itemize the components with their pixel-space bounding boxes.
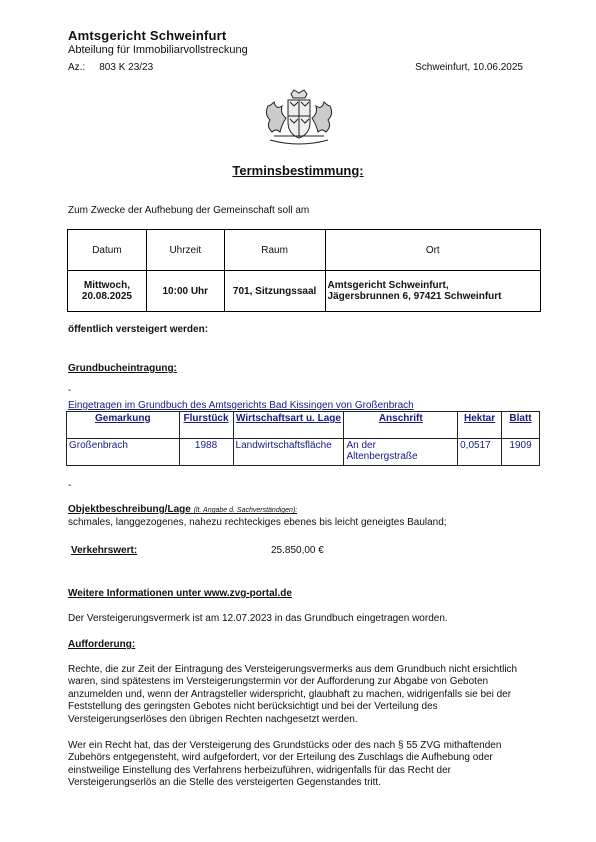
header-blatt: Blatt (502, 412, 540, 439)
property-table (66, 411, 540, 466)
place-date: Schweinfurt, 10.06.2025 (415, 62, 523, 73)
verkehrswert-label: Verkehrswert: (71, 545, 138, 556)
court-name: Amtsgericht Schweinfurt (68, 28, 227, 43)
header-datum: Datum (68, 230, 147, 271)
objekt-note: (lt. Angabe d. Sachverständigen): (193, 507, 298, 514)
grundbuch-entry: Eingetragen im Grundbuch des Amtsgerichts Bad Kissingen von Großenbrach (68, 400, 414, 411)
appointment-date (68, 271, 147, 312)
cell-anschrift (344, 439, 458, 466)
objekt-description: schmales, langgezogenes, nahezu rechteckiges ebenes bis leicht geneigtes Bauland; (68, 517, 447, 528)
file-number (68, 62, 153, 73)
header-anschrift: Anschrift (344, 412, 458, 439)
place-address: Jägersbrunnen 6, 97421 Schweinfurt (327, 291, 502, 302)
cell-blatt: 1909 (502, 439, 540, 466)
objekt-heading-text: Objektbeschreibung/Lage (68, 504, 191, 515)
appointment-value-row (68, 271, 541, 312)
aufforderung-paragraph-1: Rechte, die zur Zeit der Eintragung des Versteigerungsvermerks aus dem Grundbuch nicht ersichtlich waren, sind spätestens im Versteigerungstermin vor der Aufforderung zur Abgabe von Geboten anzumelden und, wenn der Antragsteller widerspricht, glaubhaft zu machen, widrigenfalls sie bei der Feststellung des geringsten Gebotes nicht berücksichtigt und bei der Verteilung des Versteigerungserlöses den übrigen Rechten nachgesetzt werden. (68, 664, 518, 725)
auction-statement: öffentlich versteigert werden: (68, 324, 209, 335)
verkehrswert-value: 25.850,00 € (271, 545, 324, 556)
cell-hektar: 0,0517 (458, 439, 502, 466)
file-number-label: Az.: (68, 62, 86, 73)
anschrift-line1: An der (346, 440, 376, 451)
header-gemarkung: Gemarkung (67, 412, 180, 439)
header-wirtschaftsart: Wirtschaftsart u. Lage (233, 412, 344, 439)
date-weekday: Mittwoch, (83, 280, 130, 291)
date-value: 20.08.2025 (81, 291, 132, 302)
cell-flurstueck: 1988 (179, 439, 233, 466)
header-hektar: Hektar (458, 412, 502, 439)
cell-wirtschaftsart: Landwirtschaftsfläche (233, 439, 344, 466)
appointment-place (325, 271, 540, 312)
page-title: Terminsbestimmung: (232, 163, 364, 178)
separator-dash-2: - (68, 480, 72, 491)
aufforderung-paragraph-2: Wer ein Recht hat, das der Versteigerung des Grundstücks oder des nach § 55 ZVG mithaftenden Zubehörs entgegensteht, wird aufgefordert, vor der Erteilung des Zuschlags die Aufhebung oder einstweilige Einstellung des Verfahrens herbeizuführen, widrigenfalls für das Recht der Versteigerungserlös an die Stelle des versteigerten Gegenstandes tritt. (68, 740, 502, 789)
file-number-value: 803 K 23/23 (99, 62, 154, 73)
appointment-header-row (68, 230, 541, 271)
vermerk-text: Der Versteigerungsvermerk ist am 12.07.2023 in das Grundbuch eingetragen worden. (68, 613, 448, 624)
header-raum: Raum (224, 230, 325, 271)
more-info-heading: Weitere Informationen unter www.zvg-portal.de (68, 588, 292, 599)
header-flurstueck: Flurstück (179, 412, 233, 439)
appointment-room: 701, Sitzungssaal (224, 271, 325, 312)
appointment-table (67, 229, 541, 312)
aufforderung-heading: Aufforderung: (68, 639, 136, 650)
grundbuch-heading: Grundbucheintragung: (68, 363, 177, 374)
place-court: Amtsgericht Schweinfurt, (327, 280, 449, 291)
header-uhrzeit: Uhrzeit (146, 230, 224, 271)
bavarian-coat-of-arms-icon (258, 88, 340, 150)
cell-gemarkung: Großenbrach (67, 439, 180, 466)
property-header-row (67, 412, 540, 439)
department-name: Abteilung für Immobiliarvollstreckung (68, 44, 248, 56)
anschrift-line2: Altenbergstraße (346, 451, 418, 462)
intro-text: Zum Zwecke der Aufhebung der Gemeinschaft soll am (68, 205, 310, 216)
header-ort: Ort (325, 230, 540, 271)
table-row (67, 439, 540, 466)
objekt-heading (68, 504, 297, 515)
separator-dash: - (68, 385, 72, 396)
appointment-time: 10:00 Uhr (146, 271, 224, 312)
